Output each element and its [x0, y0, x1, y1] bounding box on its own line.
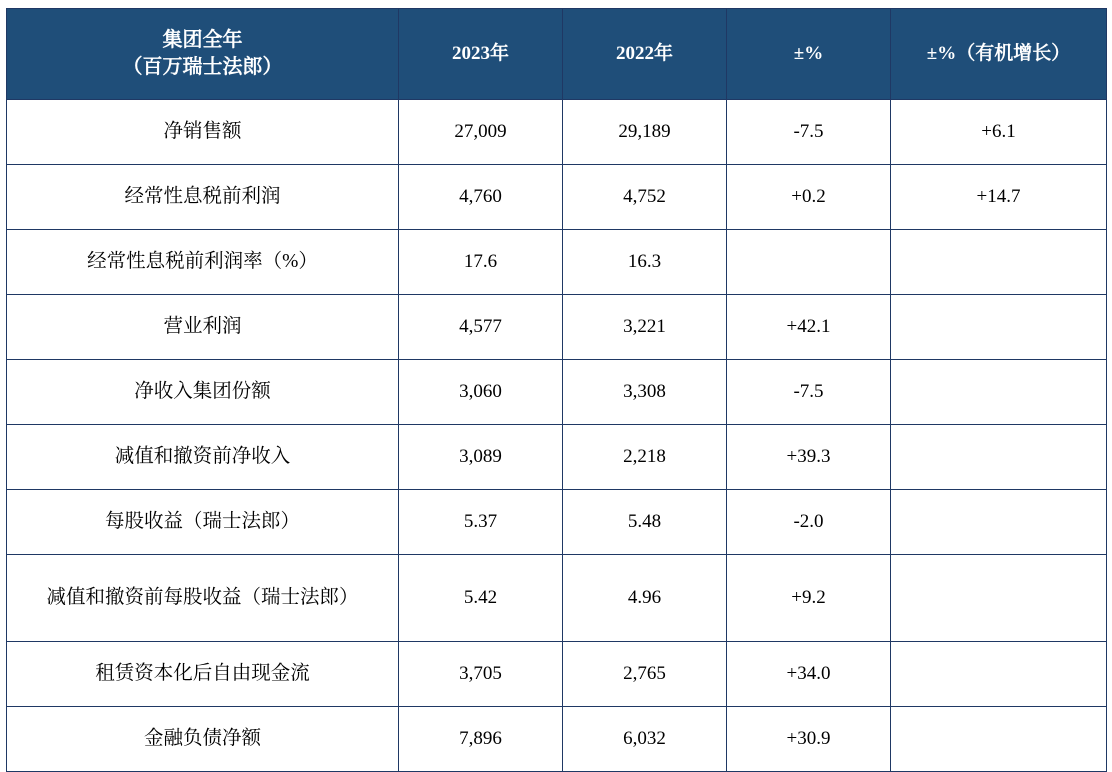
- row-label: 净销售额: [7, 100, 399, 165]
- column-header-metric-line2: （百万瑞士法郎）: [122, 56, 283, 78]
- cell-2023: 3,705: [399, 642, 563, 707]
- cell-change-pct: [727, 230, 891, 295]
- row-label: 减值和撤资前净收入: [7, 425, 399, 490]
- column-header-metric: [7, 9, 399, 100]
- row-label: 金融负债净额: [7, 707, 399, 772]
- row-label: 营业利润: [7, 295, 399, 360]
- cell-2023: 17.6: [399, 230, 563, 295]
- cell-2022: 5.48: [563, 490, 727, 555]
- table-row: [7, 707, 1107, 772]
- cell-2023: 3,089: [399, 425, 563, 490]
- row-label: 净收入集团份额: [7, 360, 399, 425]
- cell-change-pct: -7.5: [727, 360, 891, 425]
- column-header-2022: 2022年: [563, 9, 727, 100]
- cell-2023: 5.37: [399, 490, 563, 555]
- cell-2022: 4,752: [563, 165, 727, 230]
- cell-organic-growth: [891, 425, 1107, 490]
- cell-organic-growth: [891, 360, 1107, 425]
- cell-2022: 16.3: [563, 230, 727, 295]
- table-row: [7, 555, 1107, 642]
- row-label: 减值和撤资前每股收益（瑞士法郎）: [7, 555, 399, 642]
- table-row: [7, 295, 1107, 360]
- cell-organic-growth: [891, 642, 1107, 707]
- cell-organic-growth: [891, 230, 1107, 295]
- cell-2022: 2,218: [563, 425, 727, 490]
- table-row: [7, 642, 1107, 707]
- table-row: [7, 490, 1107, 555]
- cell-2023: 3,060: [399, 360, 563, 425]
- cell-change-pct: +30.9: [727, 707, 891, 772]
- cell-change-pct: +9.2: [727, 555, 891, 642]
- cell-2023: 5.42: [399, 555, 563, 642]
- cell-2022: 2,765: [563, 642, 727, 707]
- table-row: [7, 165, 1107, 230]
- column-header-organic-growth: ±%（有机增长）: [891, 9, 1107, 100]
- cell-organic-growth: +6.1: [891, 100, 1107, 165]
- table-row: [7, 230, 1107, 295]
- cell-change-pct: +0.2: [727, 165, 891, 230]
- cell-2022: 3,308: [563, 360, 727, 425]
- column-header-2023: 2023年: [399, 9, 563, 100]
- cell-2023: 4,577: [399, 295, 563, 360]
- cell-organic-growth: [891, 555, 1107, 642]
- column-header-metric-line1: 集团全年: [162, 29, 243, 51]
- cell-change-pct: -7.5: [727, 100, 891, 165]
- table-body: [7, 100, 1107, 772]
- cell-2023: 4,760: [399, 165, 563, 230]
- cell-2023: 27,009: [399, 100, 563, 165]
- cell-change-pct: +39.3: [727, 425, 891, 490]
- table-row: [7, 360, 1107, 425]
- row-label: 经常性息税前利润率（%）: [7, 230, 399, 295]
- cell-organic-growth: [891, 295, 1107, 360]
- cell-organic-growth: [891, 707, 1107, 772]
- cell-2022: 3,221: [563, 295, 727, 360]
- cell-2022: 29,189: [563, 100, 727, 165]
- header-row: [7, 9, 1107, 100]
- table-row: [7, 100, 1107, 165]
- cell-organic-growth: [891, 490, 1107, 555]
- cell-change-pct: +34.0: [727, 642, 891, 707]
- cell-change-pct: +42.1: [727, 295, 891, 360]
- column-header-change-pct: ±%: [727, 9, 891, 100]
- cell-2023: 7,896: [399, 707, 563, 772]
- cell-organic-growth: +14.7: [891, 165, 1107, 230]
- cell-2022: 4.96: [563, 555, 727, 642]
- table-header: [7, 9, 1107, 100]
- row-label: 租赁资本化后自由现金流: [7, 642, 399, 707]
- table-row: [7, 425, 1107, 490]
- cell-change-pct: -2.0: [727, 490, 891, 555]
- row-label: 每股收益（瑞士法郎）: [7, 490, 399, 555]
- row-label: 经常性息税前利润: [7, 165, 399, 230]
- cell-2022: 6,032: [563, 707, 727, 772]
- financial-summary-table: [6, 8, 1107, 772]
